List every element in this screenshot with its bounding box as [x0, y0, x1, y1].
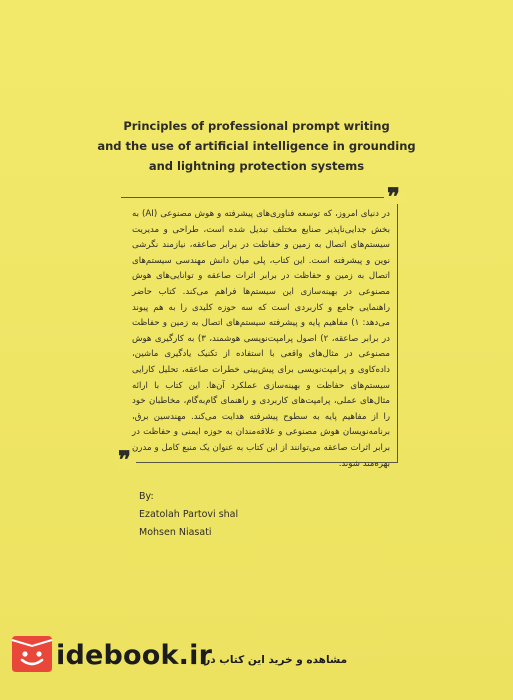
authors-block	[139, 488, 238, 542]
buy-book-text: مشاهده و خرید این کتاب در:	[200, 654, 348, 666]
idebook-logo-icon[interactable]	[8, 630, 56, 678]
by-label: By:	[139, 491, 154, 502]
book-description: در دنیای امروز، که توسعه فناوری‌های پیشرفته و هوش مصنوعی (AI) به بخش جدایی‌ناپذیر صنایع مختلف تبدیل شده است، طراحی و مدیریت سیستم‌های اتصال به زمین و حفاظت در برابر صاعقه، نیازمند نگرشی نوین و پیشرفته است. این کتاب، پلی میان دانش مهندسی سیستم‌های اتصال به زمین و حفاظت در برابر اثرات صاعقه و توانایی‌های هوش مصنوعی در بهینه‌سازی این سیستم‌ها فراهم می‌کند. کتاب حاضر راهنمایی جامع و کاربردی است که سه حوزه کلیدی را به هم پیوند می‌دهد: ۱) مفاهیم پایه و پیشرفته سیستم‌های اتصال به زمین و حفاظت در برابر صاعقه، ۲) اصول پرامپت‌نویسی هوشمند، ۳) به کارگیری هوش مصنوعی در مثال‌های واقعی با استفاده از تکنیک یادگیری ماشین، داده‌کاوی و پرامپت‌نویسی برای پیش‌بینی خطرات صاعقه، تحلیل کارایی سیستم‌های حفاظت و بهینه‌سازی عملکرد آن‌ها. این کتاب با ارائه مثال‌های عملی، پرامپت‌های کاربردی و راهنمای گام‌به‌گام، مخاطبان خود را از مفاهیم پایه به سطوح پیشرفته هدایت می‌کند. مهندسین برق، برنامه‌نویسان هوش مصنوعی و علاقه‌مندان به حوزه ایمنی و حفاظت در برابر اثرات صاعقه می‌توانند از این کتاب به عنوان یک منبع کامل و مدرن بهره‌مند شوند.	[132, 209, 391, 469]
title-line-1: Principles of professional prompt writing	[123, 119, 390, 133]
author-name: Ezatolah Partovi shal	[139, 509, 239, 520]
title-line-3: and lightning protection systems	[148, 159, 365, 173]
quote-close-icon: ❞	[118, 445, 131, 474]
smiley-book-icon	[8, 630, 56, 678]
author-name: Mohsen Niasati	[139, 527, 212, 538]
quote-open-icon: ❞	[387, 182, 400, 211]
title-line-2: and the use of artificial intelligence in grounding	[97, 139, 416, 153]
book-title	[40, 116, 473, 176]
site-brand-link[interactable]: idebook.ir	[56, 640, 213, 671]
